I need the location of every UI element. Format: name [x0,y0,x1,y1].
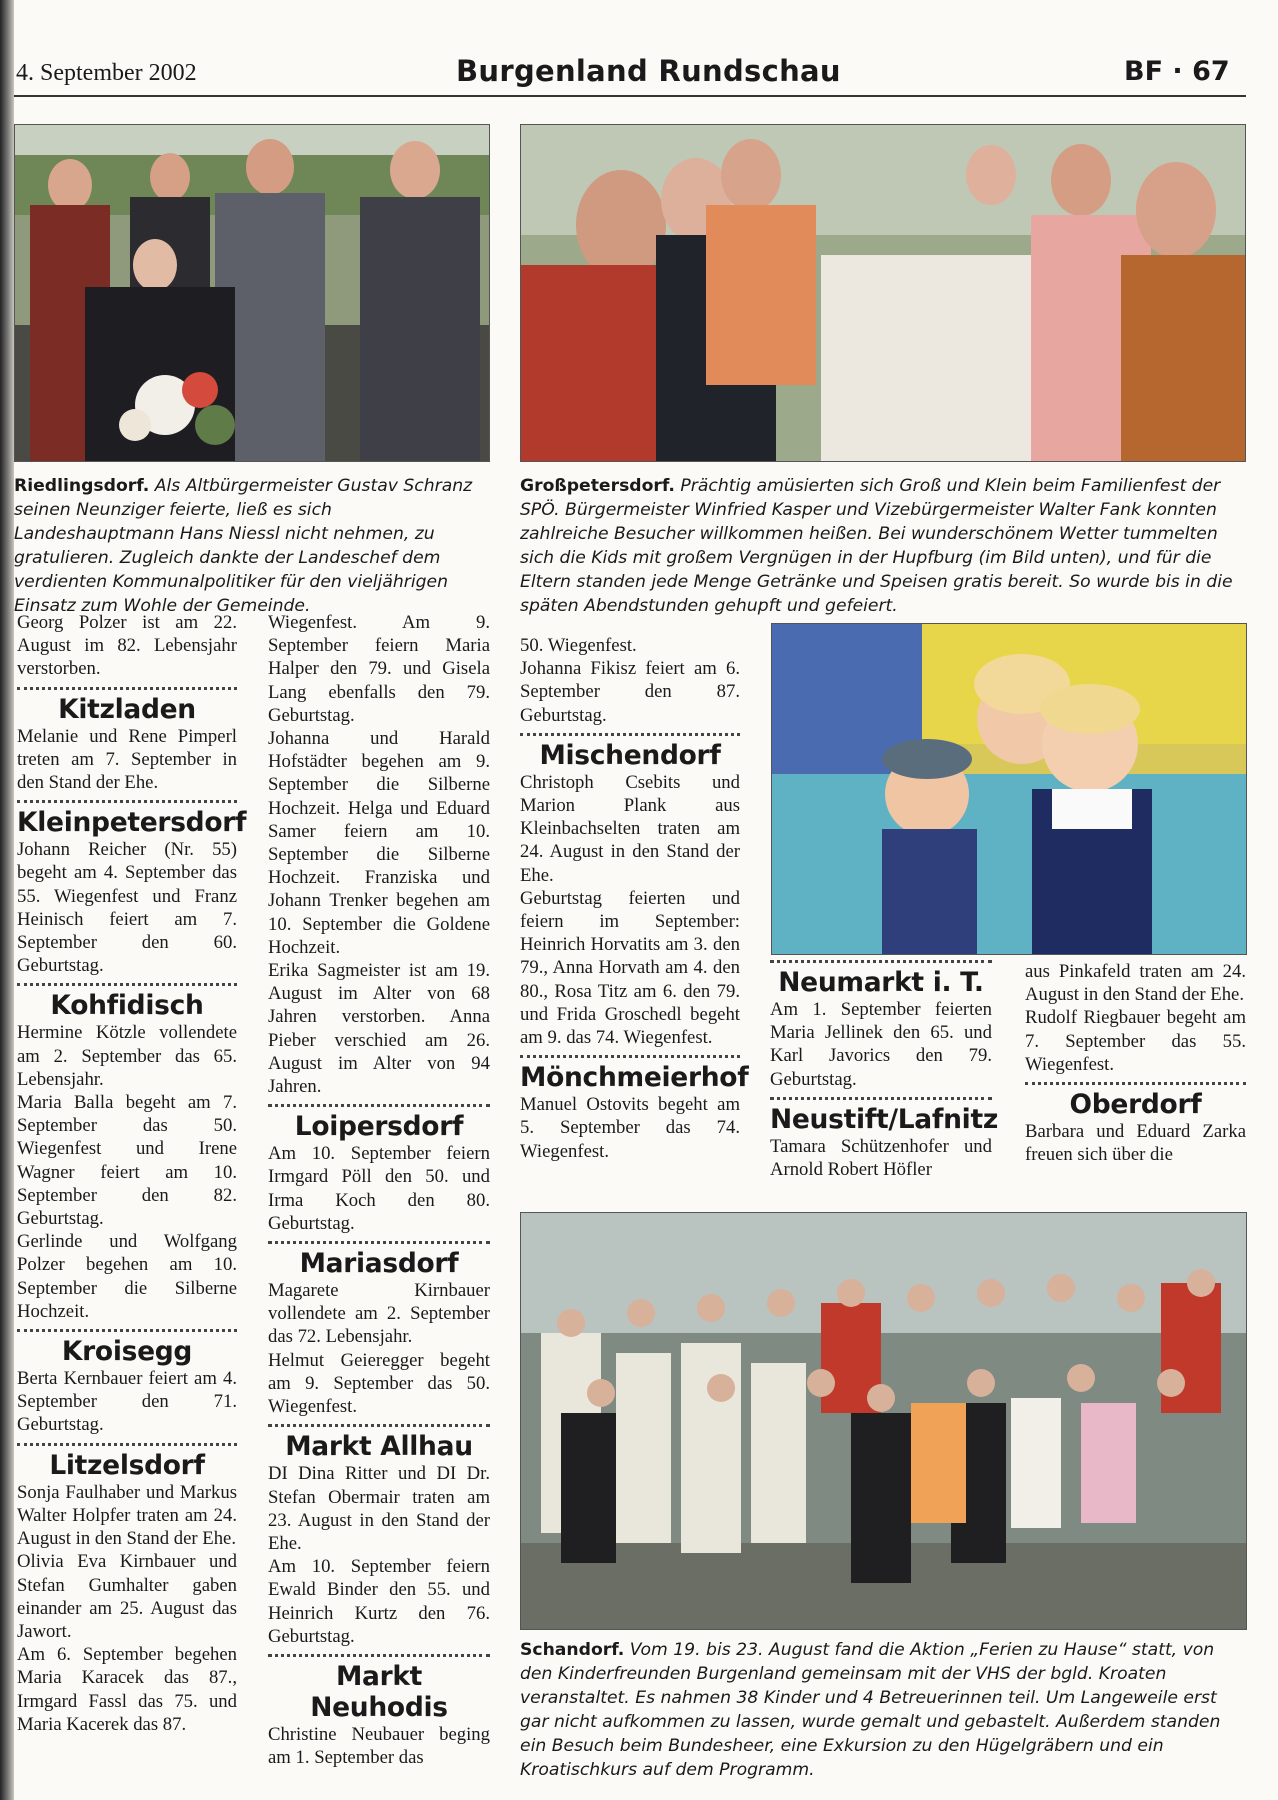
article-text: Manuel Ostovits begeht am 5. September das 74. Wiegenfest. [520,1094,740,1162]
article-text: Wiegenfest. Am 9. September feiern Maria Halper den 79. und Gisela Lang ebenfalls den 79. Geburtstag. [268,612,490,726]
section-heading: Neumarkt i. T. [778,967,984,998]
article-text: Geburtstag feierten und feiern im September: Heinrich Horvatits am 3. den 79., Anna Horvath am 4. den 80., Rosa Titz am 6. den 79. und Frida Groschedl begeht am 9. das 74. Wiegenfest. [520,887,740,1049]
column-4 [770,960,998,1181]
dotted-separator [520,733,740,736]
section-heading: Loipersdorf [294,1111,464,1143]
article-text: DI Dina Ritter und DI Dr. Stefan Obermair traten am 23. August in den Stand der Ehe. [268,1463,490,1554]
section-heading: Mariasdorf [299,1248,459,1280]
dotted-separator [770,1097,992,1100]
dotted-separator [770,960,992,963]
article-text: Gerlinde und Wolfgang Polzer begehen am 10. September die Silberne Hochzeit. [17,1231,237,1322]
article-text: Am 6. September begehen Maria Karacek das 87., Irmgard Fassl das 75. und Maria Kacerek das 87. [17,1644,237,1735]
header-rule [14,95,1246,97]
dotted-separator [268,1241,490,1244]
dotted-separator [17,983,237,986]
section-heading: Kitzladen [58,693,196,725]
dotted-separator [17,1329,237,1332]
article-text: Christine Neubauer beging am 1. September das [268,1723,490,1769]
article-text: Sonja Faulhaber und Markus Walter Holpfer traten am 24. August in den Stand der Ehe. [17,1481,237,1550]
section-heading: Mönchmeierhof [520,1062,749,1094]
photo-schandorf [520,1212,1247,1630]
article-text: Erika Sagmeister ist am 19. August im Alter von 68 Jahren verstorben. Anna Pieber verschied am 26. August im Alter von 94 Jahren. [268,960,490,1098]
page-number: BF · 67 [1124,56,1230,87]
article-text: Am 1. September feierten Maria Jellinek den 65. und Karl Javorics den 79. Geburtstag. [770,999,992,1090]
article-text: Johanna Fikisz feiert am 6. September den 87. Geburtstag. [520,658,740,726]
article-text: Rudolf Riegbauer begeht am 7. September das 55. Wiegenfest. [1025,1007,1246,1075]
newspaper-title: Burgenland Rundschau [456,54,841,88]
section-heading: Kroisegg [61,1336,193,1368]
photo-riedlingsdorf [14,124,490,462]
article-text: Johann Reicher (Nr. 55) begeht am 4. September das 55. Wiegenfest und Franz Heinisch feiert am 7. September den 60. Geburtstag. [17,839,237,977]
dotted-separator [268,1104,490,1107]
issue-date: 4. September 2002 [16,60,197,86]
article-text: Helmut Geieregger begeht am 9. September das 50. Wiegenfest. [268,1349,490,1418]
article-text: Johanna und Harald Hofstädter begehen am 9. September die Silberne Hochzeit. Helga und Eduard Samer feiern am 10. September die Silberne Hochzeit. Franziska und Johann Trenker begehen am 10. September die Goldene Hochzeit. [268,728,490,958]
caption-schandorf [520,1638,1247,1782]
caption-riedlingsdorf [14,474,490,618]
article-text: Barbara und Eduard Zarka freuen sich über die [1025,1121,1246,1166]
section-heading: Markt Allhau [285,1431,473,1463]
article-text: Am 10. September feiern Irmgard Pöll den 50. und Irma Koch den 80. Geburtstag. [268,1143,490,1234]
article-text: Am 10. September feiern Ewald Binder den 55. und Heinrich Kurtz den 76. Geburtstag. [268,1556,490,1647]
article-text: Berta Kernbauer feiert am 4. September den 71. Geburtstag. [17,1368,237,1436]
column-2 [268,611,490,1769]
article-text: Maria Balla begeht am 7. September das 50. Wiegenfest und Irene Wagner feiert am 10. September den 82. Geburtstag. [17,1092,237,1230]
caption-place: Riedlingsdorf. [14,476,150,496]
caption-place: Schandorf. [520,1640,625,1660]
column-3 [520,634,749,1163]
caption-grosspetersdorf [520,474,1246,618]
article-text: Hermine Kötzle vollendete am 2. September das 65. Lebensjahr. [17,1022,237,1090]
dotted-separator [268,1654,490,1657]
section-heading: Kleinpetersdorf [17,807,247,839]
article-text: Tamara Schützenhofer und Arnold Robert Höfler [770,1135,992,1181]
dotted-separator [1025,1082,1246,1085]
article-text: Melanie und Rene Pimperl treten am 7. September in den Stand der Ehe. [17,725,237,794]
column-5 [1025,960,1246,1166]
section-heading: Litzelsdorf [49,1449,205,1481]
dotted-separator [520,1055,740,1058]
section-heading: Oberdorf [1069,1089,1202,1121]
caption-text: Als Altbürgermeister Gustav Schranz seinen Neunziger feierte, ließ es sich Landeshauptmann Hans Niessl nicht nehmen, zu gratulieren. Zugleich dankte der Landeschef dem verdienten Kommunalpolitiker für den vieljährigen Einsatz zum Wohle der Gemeinde. [14,476,473,616]
article-text: Olivia Eva Kirnbauer und Stefan Gumhalter gaben einander am 25. August das Jawort. [17,1551,237,1642]
article-text: Christoph Csebits und Marion Plank aus Kleinbachselten traten am 24. August in den Stand der Ehe. [520,771,740,886]
dotted-separator [268,1424,490,1427]
article-text: Georg Polzer ist am 22. August im 82. Lebensjahr verstorben. [17,612,237,680]
section-heading: Kohfidisch [50,990,204,1022]
article-text: Magarete Kirnbauer vollendete am 2. September das 72. Lebensjahr. [268,1280,490,1348]
dotted-separator [17,687,237,690]
caption-place: Großpetersdorf. [520,476,675,496]
photo-children [771,623,1247,955]
caption-text: Prächtig amüsierten sich Groß und Klein beim Familienfest der SPÖ. Bürgermeister Winfried Kasper und Vizebürgermeister Walter Fank konnten zahlreiche Besucher willkommen heißen. Bei wunderschönem Wetter tummelten sich die Kids mit großem Vergnügen in der Hupfburg (im Bild unten), und für die Eltern standen jede Menge Getränke und Speisen gratis bereit. So wurde bis in die späten Abendstunden gehupft und gefeiert. [520,476,1233,616]
article-text: aus Pinkafeld traten am 24. August in den Stand der Ehe. [1025,961,1246,1006]
article-text: 50. Wiegenfest. [520,635,637,656]
photo-grosspetersdorf [520,124,1246,462]
caption-text: Vom 19. bis 23. August fand die Aktion „Ferien zu Hause“ statt, von den Kinderfreunden Burgenland gemeinsam mit der VHS der bgld. Kroaten veranstaltet. Es nahmen 38 Kinder und 4 Betreuerinnen teil. Um Langeweile erst gar nicht aufkommen zu lassen, wurde gemalt und gebastelt. Außerdem standen ein Besuch beim Bundesheer, eine Exkursion zu den Hügelgräbern und ein Kroatischkurs auf dem Programm. [520,1640,1221,1780]
scan-edge [0,0,14,1800]
section-heading: Markt Neuhodis [310,1660,448,1723]
dotted-separator [17,1443,237,1446]
column-1 [17,611,247,1736]
section-heading: Neustift/Lafnitz [770,1103,998,1135]
dotted-separator [17,800,237,803]
section-heading: Mischendorf [539,739,721,771]
